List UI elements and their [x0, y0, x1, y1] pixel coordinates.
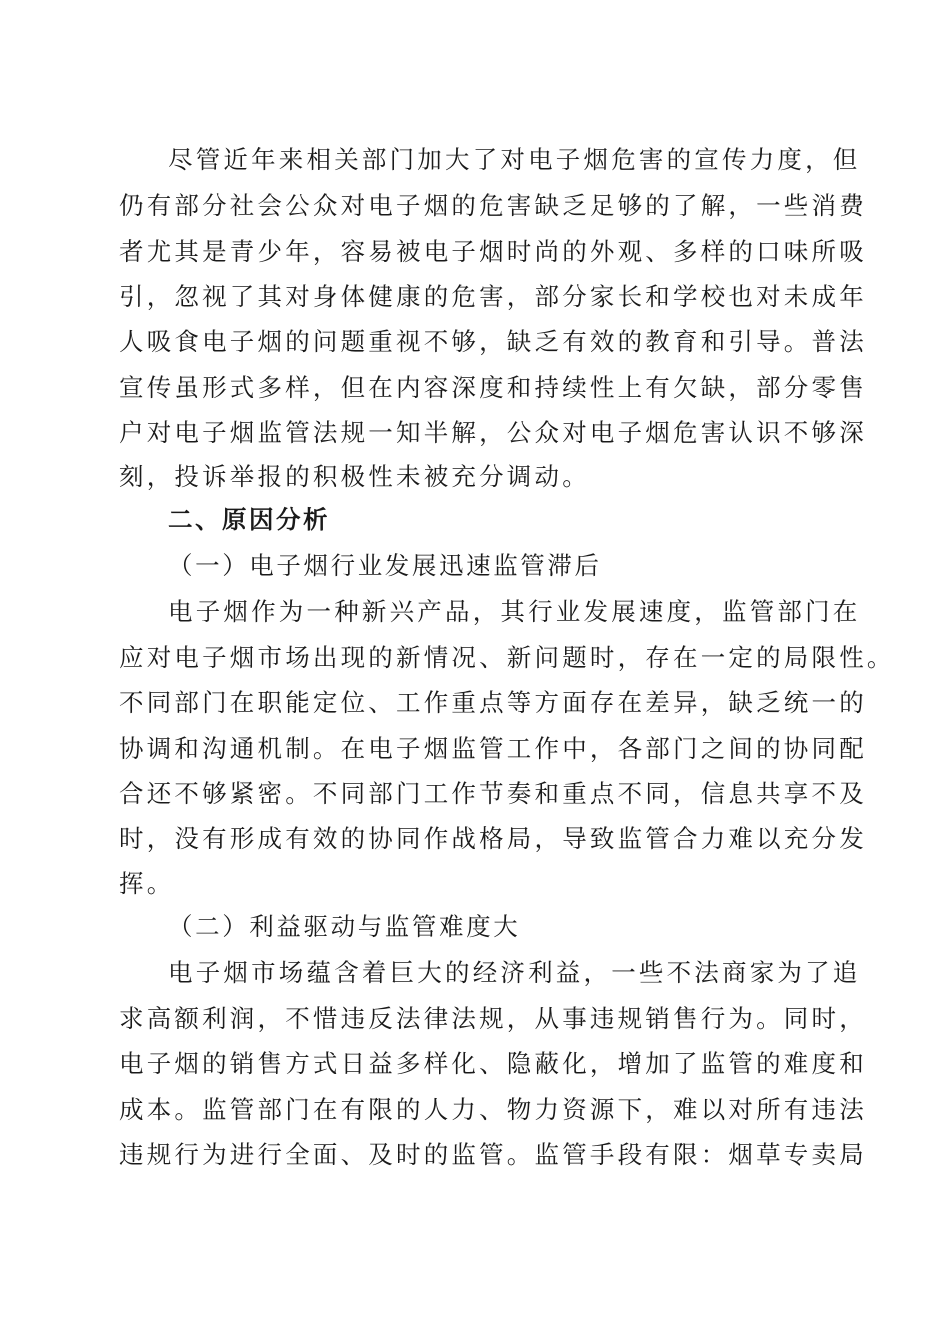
paragraph-line: 尽管近年来相关部门加大了对电子烟危害的宣传力度，但: [168, 145, 861, 174]
paragraph-line: 刻，投诉举报的积极性未被充分调动。: [119, 462, 590, 491]
subsection-heading: （二）利益驱动与监管难度大: [168, 912, 521, 941]
paragraph-line: 应对电子烟市场出现的新情况、新问题时，存在一定的局限性。: [119, 643, 895, 672]
paragraph-line: 违规行为进行全面、及时的监管。监管手段有限：烟草专卖局: [119, 1140, 867, 1169]
paragraph-line: 电子烟作为一种新兴产品，其行业发展速度，监管部门在: [168, 597, 861, 626]
subsection-heading: （一）电子烟行业发展迅速监管滞后: [168, 551, 602, 580]
paragraph-line: 仍有部分社会公众对电子烟的危害缺乏足够的了解，一些消费: [119, 191, 867, 220]
paragraph-line: 协调和沟通机制。在电子烟监管工作中，各部门之间的协同配: [119, 734, 867, 763]
paragraph-line: 成本。监管部门在有限的人力、物力资源下，难以对所有违法: [119, 1095, 867, 1124]
paragraph-line: 时，没有形成有效的协同作战格局，导致监管合力难以充分发: [119, 824, 867, 853]
paragraph-line: 挥。: [119, 869, 175, 898]
section-heading: 二、原因分析: [168, 505, 330, 534]
paragraph-line: 宣传虽形式多样，但在内容深度和持续性上有欠缺，部分零售: [119, 373, 867, 402]
paragraph-line: 引，忽视了其对身体健康的危害，部分家长和学校也对未成年: [119, 282, 867, 311]
paragraph-line: 户对电子烟监管法规一知半解，公众对电子烟危害认识不够深: [119, 418, 867, 447]
paragraph-line: 电子烟的销售方式日益多样化、隐蔽化，增加了监管的难度和: [119, 1049, 867, 1078]
paragraph-line: 不同部门在职能定位、工作重点等方面存在差异，缺乏统一的: [119, 688, 867, 717]
paragraph-line: 人吸食电子烟的问题重视不够，缺乏有效的教育和引导。普法: [119, 327, 867, 356]
paragraph-line: 者尤其是青少年，容易被电子烟时尚的外观、多样的口味所吸: [119, 237, 867, 266]
paragraph-line: 合还不够紧密。不同部门工作节奏和重点不同，信息共享不及: [119, 779, 867, 808]
paragraph-line: 求高额利润，不惜违反法律法规，从事违规销售行为。同时，: [119, 1004, 867, 1033]
paragraph-line: 电子烟市场蕴含着巨大的经济利益，一些不法商家为了追: [168, 958, 861, 987]
